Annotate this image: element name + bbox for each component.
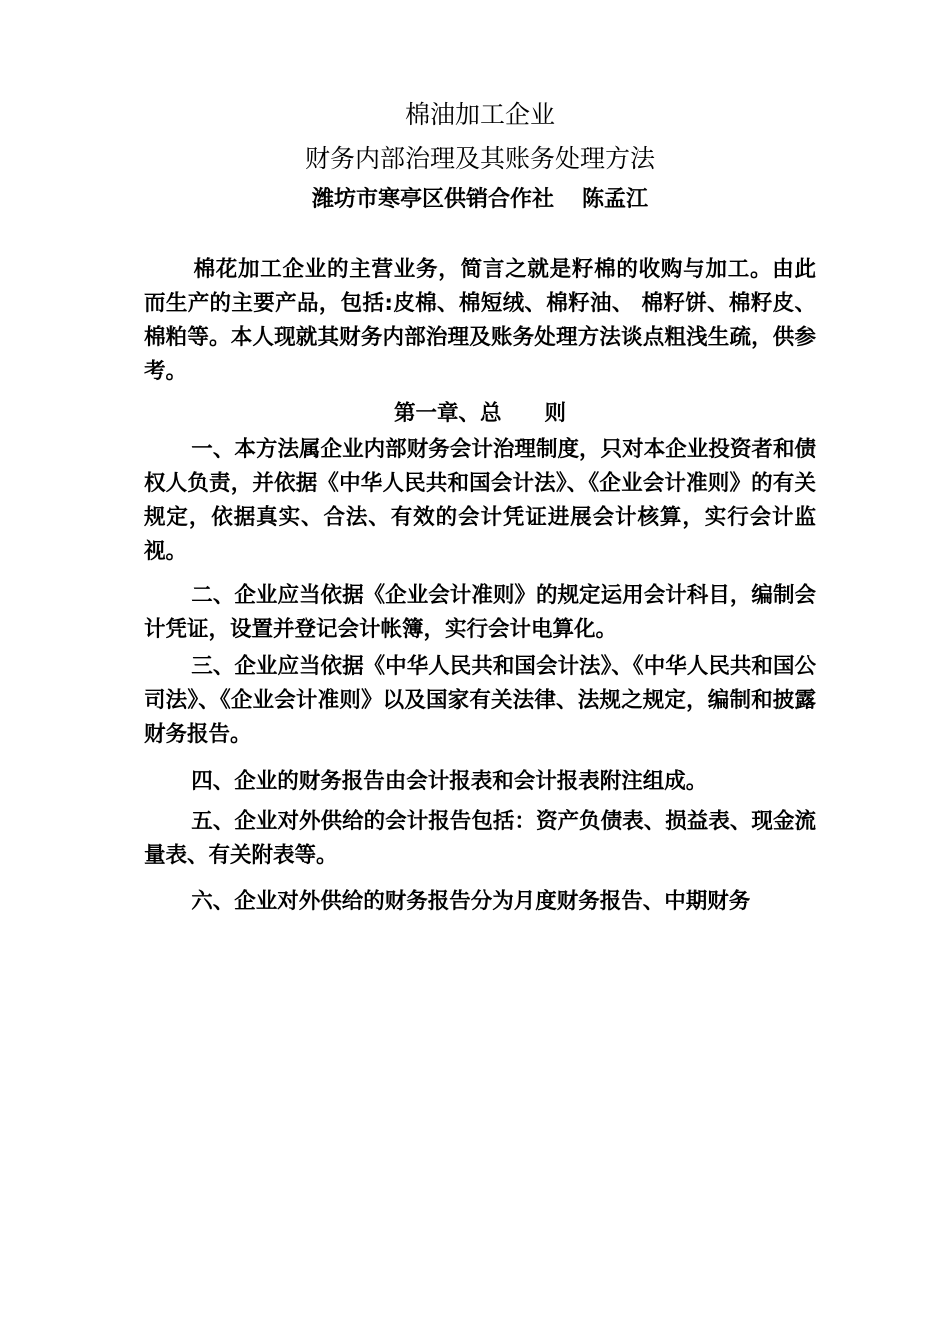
chapter-heading: 第一章、总 则 — [393, 401, 566, 426]
article-2: 二、企业应当依据《企业会计准则》的规定运用会计科目，编制会计凭证，设置并登记会计帐簿，实行会计电算化。 — [144, 583, 816, 642]
article-1: 一、本方法属企业内部财务会计治理制度，只对本企业投资者和债权人负责，并依据《中华人民共和国会计法》、《企业会计准则》的有关规定，依据真实、合法、有效的会计凭证进展会计核算，实行会计监视。 — [144, 437, 816, 564]
article-4: 四、企业的财务报告由会计报表和会计报表附注组成。 — [191, 769, 708, 794]
author-line — [144, 185, 816, 215]
intro-paragraph: 棉花加工企业的主营业务，简言之就是籽棉的收购与加工。由此而生产的主要产品，包括:皮棉、棉短绒、棉籽油、 棉籽饼、棉籽皮、棉粕等。本人现就其财务内部治理及账务处理方法谈点粗浅生疏，供参考。 — [144, 257, 816, 384]
article-5: 五、企业对外供给的会计报告包括：资产负债表、损益表、现金流量表、有关附表等。 — [144, 809, 816, 868]
article-6: 六、企业对外供给的财务报告分为月度财务报告、中期财务 — [191, 889, 751, 914]
document-title-line-2: 财务内部治理及其账务处理方法 — [304, 144, 655, 173]
author-name: 陈孟江 — [582, 187, 649, 212]
author-organization: 潍坊市寒亭区供销合作社 — [311, 187, 554, 212]
article-3: 三、企业应当依据《中华人民共和国会计法》、《中华人民共和国公司法》、《企业会计准则》以及国家有关法律、法规之规定，编制和披露财务报告。 — [144, 654, 816, 747]
document-title-line-1: 棉油加工企业 — [404, 100, 555, 129]
